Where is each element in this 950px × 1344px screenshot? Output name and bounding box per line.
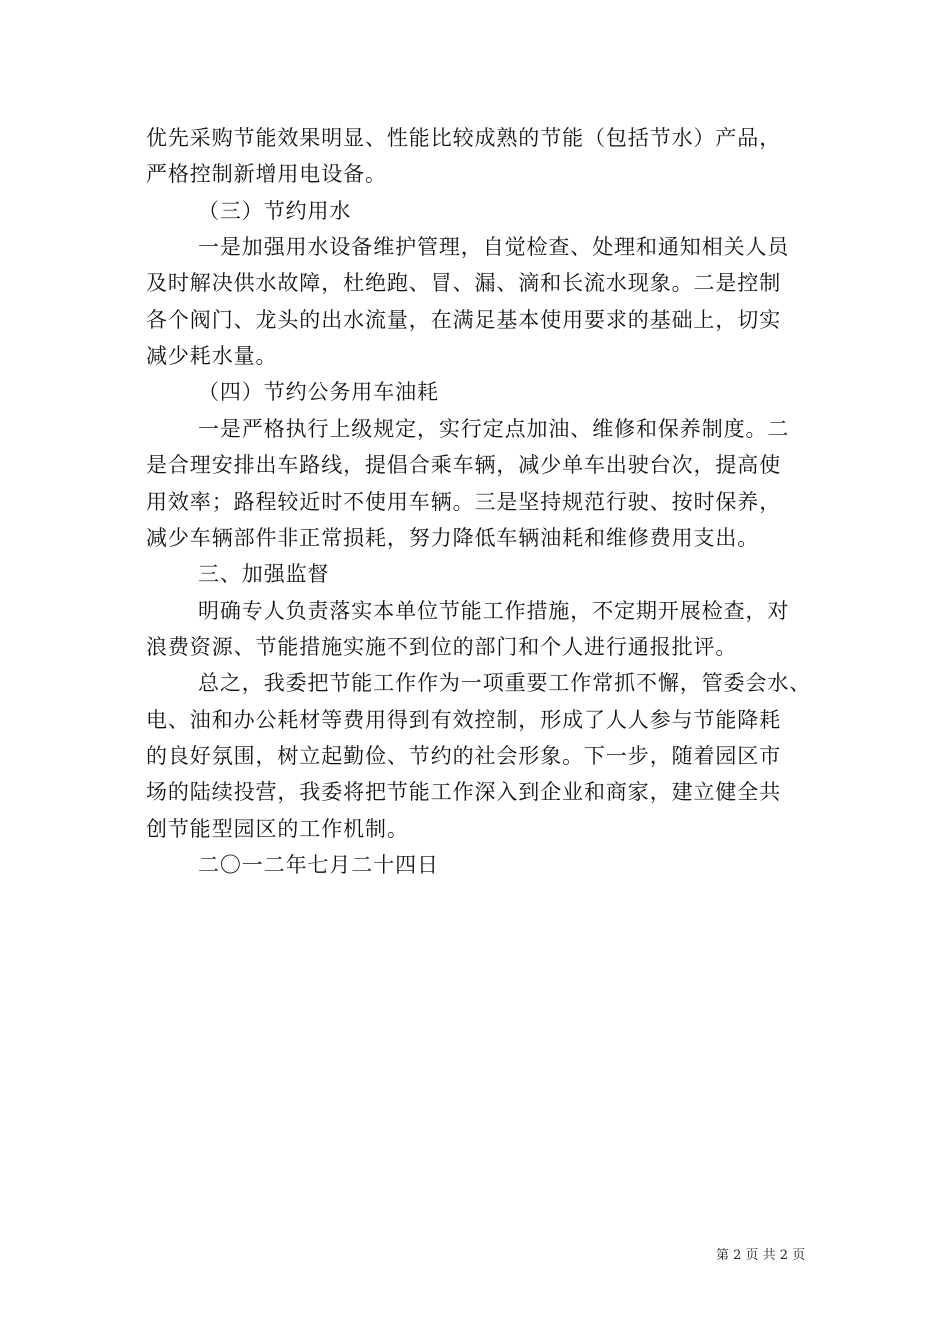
body-line: 浪费资源、节能措施实施不到位的部门和个人进行通报批评。 bbox=[146, 635, 738, 659]
body-line: 的良好氛围，树立起勤俭、节约的社会形象。下一步，随着园区市 bbox=[146, 744, 782, 768]
body-line: 明确专人负责落实本单位节能工作措施，不定期开展检查，对 bbox=[198, 599, 790, 623]
body-line: 创节能型园区的工作机制。 bbox=[146, 817, 409, 841]
section-heading: 三、加强监督 bbox=[198, 562, 330, 586]
body-line: 减少车辆部件非正常损耗，努力降低车辆油耗和维修费用支出。 bbox=[146, 526, 760, 550]
body-line: 优先采购节能效果明显、性能比较成熟的节能（包括节水）产品， bbox=[146, 126, 782, 150]
body-line: 电、油和办公耗材等费用得到有效控制，形成了人人参与节能降耗 bbox=[146, 708, 782, 732]
section-heading: （四）节约公务用车油耗 bbox=[198, 380, 439, 404]
page-number-footer: 第 2 页 共 2 页 bbox=[716, 1248, 806, 1263]
date-line: 二〇一二年七月二十四日 bbox=[198, 853, 439, 877]
body-line: 是合理安排出车路线，提倡合乘车辆，减少单车出驶台次，提高使 bbox=[146, 453, 782, 477]
body-line: 场的陆续投营，我委将把节能工作深入到企业和商家，建立健全共 bbox=[146, 780, 782, 804]
body-line: 严格控制新增用电设备。 bbox=[146, 162, 387, 186]
section-heading: （三）节约用水 bbox=[198, 199, 352, 223]
body-line: 一是严格执行上级规定，实行定点加油、维修和保养制度。二 bbox=[198, 417, 790, 441]
body-line: 总之，我委把节能工作作为一项重要工作常抓不懈，管委会水、 bbox=[198, 671, 812, 695]
body-line: 减少耗水量。 bbox=[146, 344, 278, 368]
body-line: 及时解决供水故障，杜绝跑、冒、漏、滴和长流水现象。二是控制 bbox=[146, 271, 782, 295]
body-line: 各个阀门、龙头的出水流量，在满足基本使用要求的基础上，切实 bbox=[146, 308, 782, 332]
body-line: 一是加强用水设备维护管理，自觉检查、处理和通知相关人员 bbox=[198, 235, 790, 259]
body-line: 用效率；路程较近时不使用车辆。三是坚持规范行驶、按时保养， bbox=[146, 490, 782, 514]
